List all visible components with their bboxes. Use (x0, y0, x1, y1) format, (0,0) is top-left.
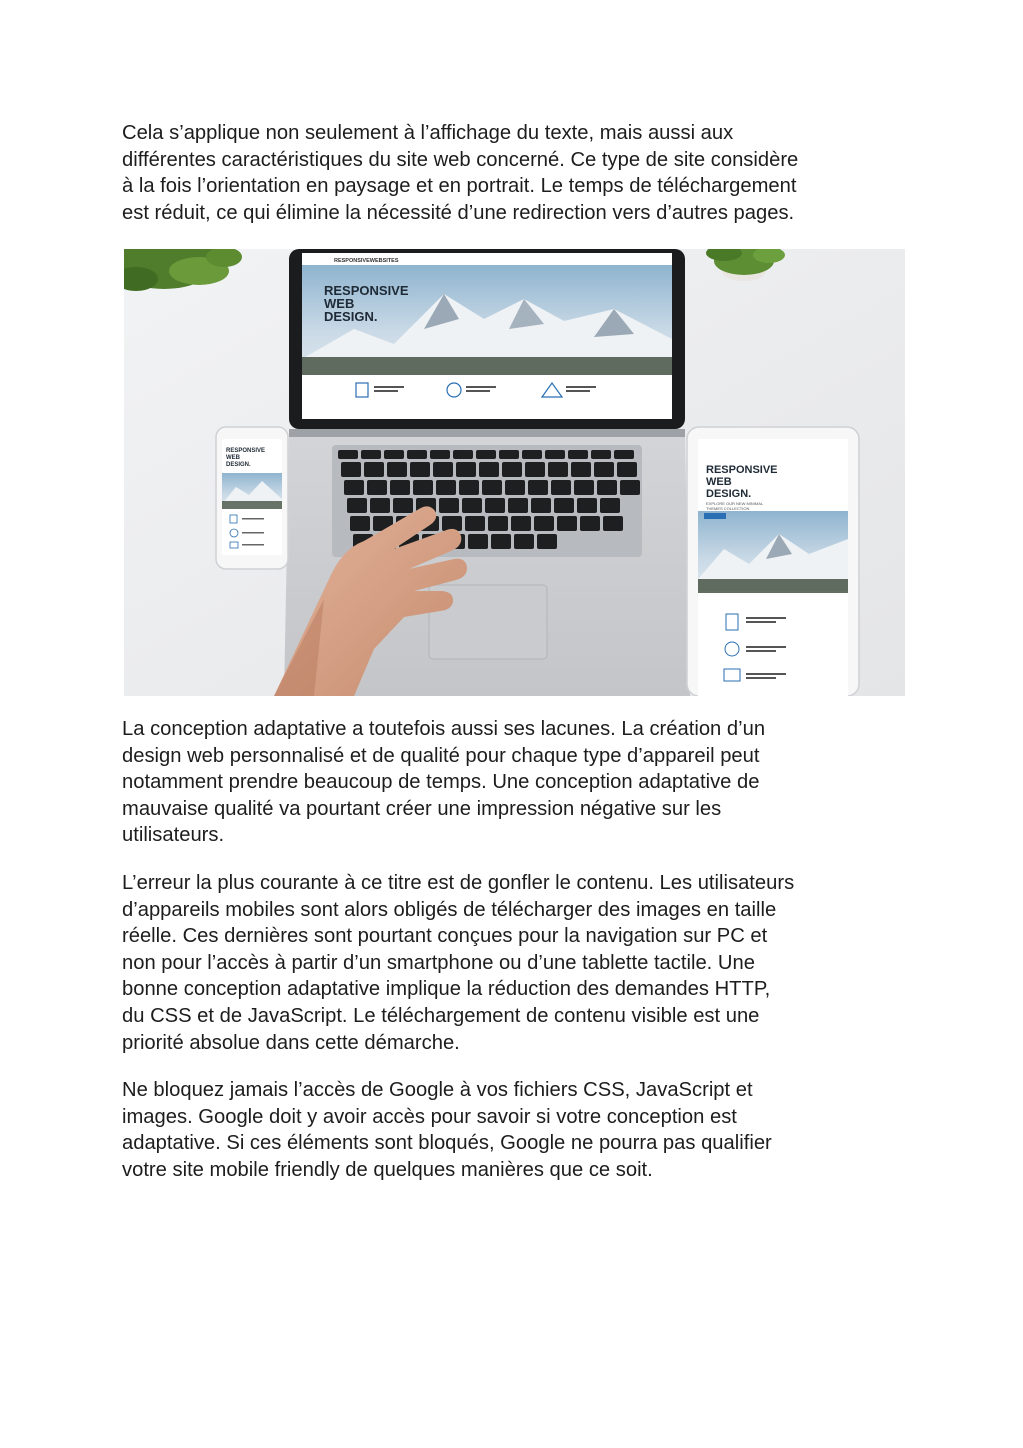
paragraph-line: réelle. Ces dernières sont pourtant conçues pour la navigation sur PC et (122, 925, 768, 948)
laptop-brand: RESPONSIVEWEBSITES (334, 258, 399, 264)
paragraph-line: L’erreur la plus courante à ce titre est de gonfler le contenu. Les utilisateurs (122, 872, 795, 894)
responsive-design-photo (124, 249, 905, 696)
paragraph-line: Cela s’applique non seulement à l’affichage du texte, mais aussi aux (122, 122, 734, 144)
paragraph-1 (122, 120, 907, 226)
paragraph-line: votre site mobile friendly de quelques manières que ce soit. (122, 1158, 653, 1181)
phone-heading-1: RESPONSIVE (226, 448, 266, 454)
paragraph-line: bonne conception adaptative implique la réduction des demandes HTTP, (122, 978, 771, 1001)
paragraph-line: adaptative. Si ces éléments sont bloqués, Google ne pourra pas qualifier (122, 1132, 772, 1155)
paragraph-line: d’appareils mobiles sont alors obligés de télécharger des images en taille (122, 898, 777, 921)
tablet-sub-2: THEMES COLLECTION (706, 506, 750, 511)
paragraph-line: images. Google doit y avoir accès pour savoir si votre conception est (122, 1105, 737, 1128)
paragraph-line: à la fois l’orientation en paysage et en portrait. Le temps de téléchargement (122, 175, 797, 198)
paragraph-line: mauvaise qualité va pourtant créer une impression négative sur les (122, 797, 722, 820)
tablet-heading-3: DESIGN. (706, 488, 752, 500)
paragraph-line: utilisateurs. (122, 824, 225, 847)
laptop-heading-3: DESIGN. (324, 309, 378, 324)
laptop-heading-1: RESPONSIVE (324, 283, 409, 298)
paragraph-3 (122, 870, 907, 1056)
laptop-heading-2: WEB (324, 296, 355, 311)
paragraph-line: Ne bloquez jamais l’accès de Google à vos fichiers CSS, JavaScript et (122, 1079, 753, 1101)
phone-icon (216, 427, 288, 569)
tablet-heading-2: WEB (706, 476, 732, 488)
tablet-icon (687, 427, 859, 696)
paragraph-line: design web personnalisé et de qualité pour chaque type d’appareil peut (122, 744, 760, 767)
paragraph-line: priorité absolue dans cette démarche. (122, 1031, 460, 1054)
paragraph-4 (122, 1077, 907, 1183)
paragraph-line: La conception adaptative a toutefois aussi ses lacunes. La création d’un (122, 718, 766, 740)
paragraph-line: notamment prendre beaucoup de temps. Une conception adaptative de (122, 771, 760, 794)
tablet-heading-1: RESPONSIVE (706, 464, 778, 476)
phone-heading-3: DESIGN. (226, 462, 251, 468)
paragraph-line: du CSS et de JavaScript. Le téléchargement de contenu visible est une (122, 1004, 760, 1027)
tablet-sub-1: EXPLORE OUR NEW MINIMAL (706, 501, 764, 506)
phone-heading-2: WEB (226, 455, 240, 461)
paragraph-line: est réduit, ce qui élimine la nécessité d’une redirection vers d’autres pages. (122, 201, 795, 224)
paragraph-2 (122, 716, 907, 849)
paragraph-line: différentes caractéristiques du site web concerné. Ce type de site considère (122, 148, 799, 171)
paragraph-line: non pour l’accès à partir d’un smartphone ou d’une tablette tactile. Une (122, 951, 755, 974)
